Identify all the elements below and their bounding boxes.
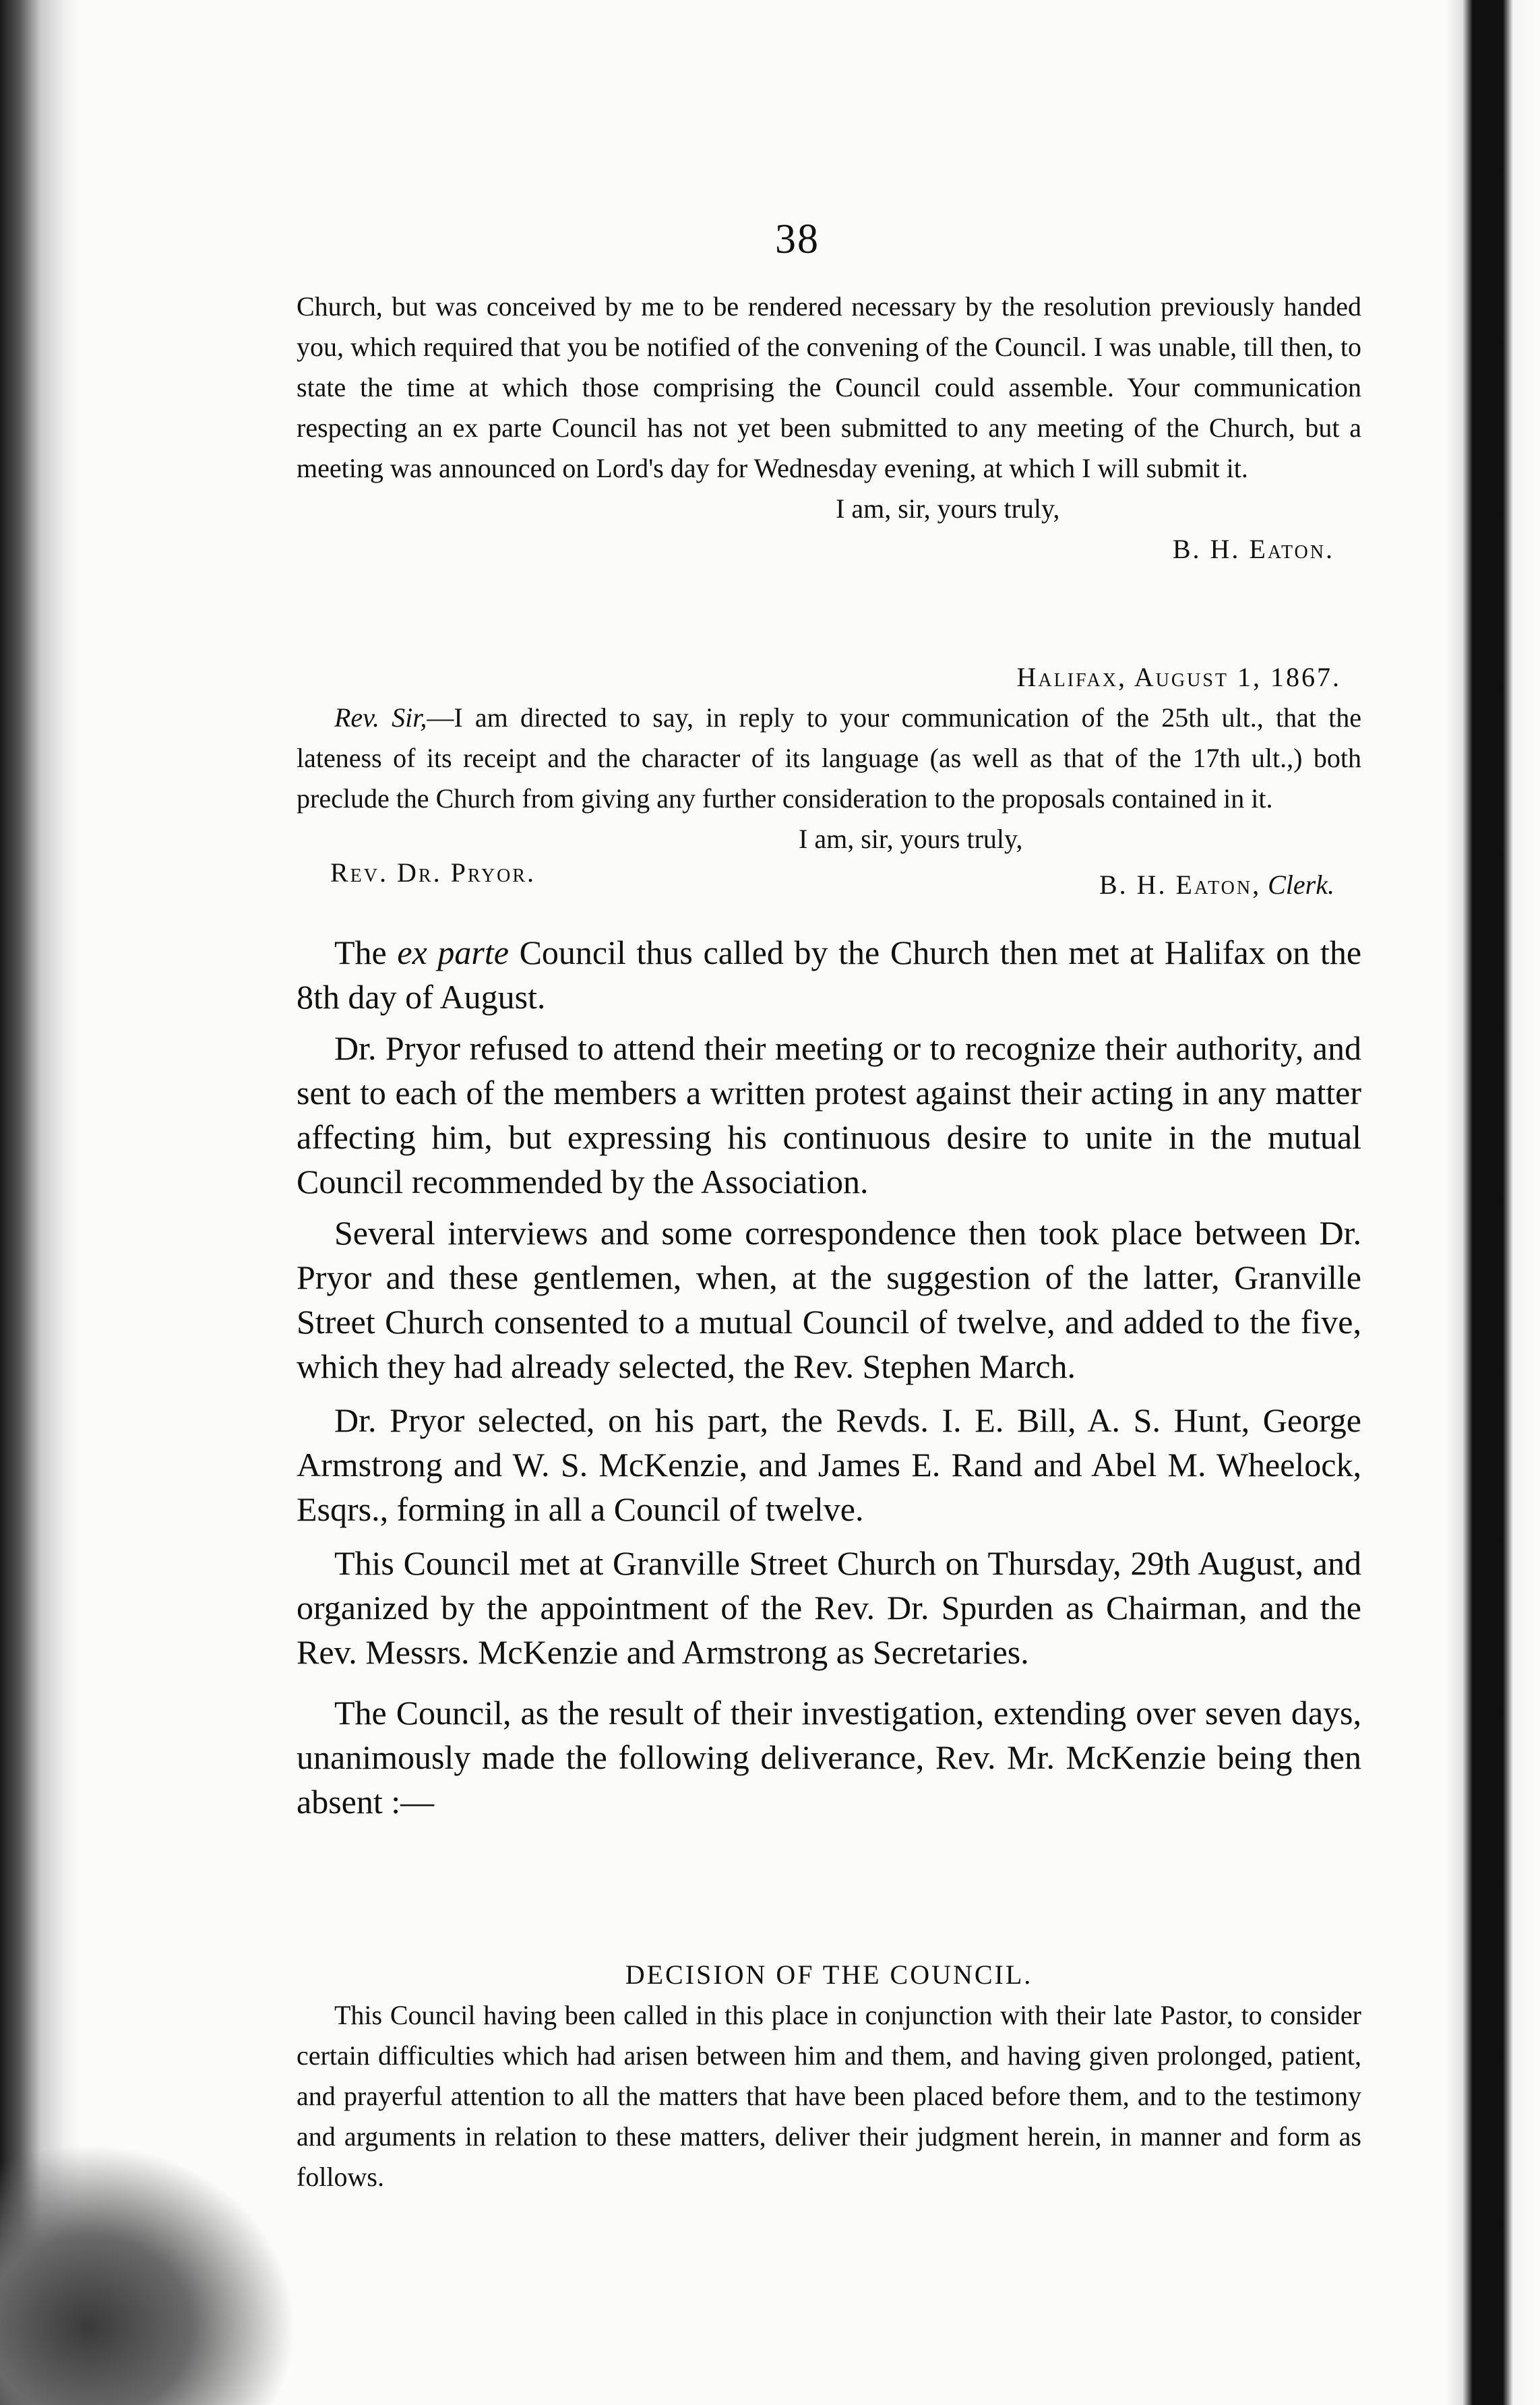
p1-start: The	[334, 934, 387, 971]
signature-row	[297, 859, 1361, 904]
page-number: 38	[775, 216, 820, 262]
signature-title: Clerk.	[1268, 870, 1334, 900]
second-letter-closing: I am, sir, yours truly,	[799, 824, 1023, 854]
p1-end: Council thus called by the Church then met at Halifax on the 8th day of August.	[297, 934, 1362, 1016]
letter-closing: I am, sir, yours truly,	[836, 493, 1060, 524]
letter-body: Church, but was conceived by me to be rendered necessary by the resolution previously handed you, which required that you be notified of the convening of the Council. I was unable, till then, to state the time at which those comprising the Council could assemble. Your communication respecting an ex parte Council has not yet been submitted to any meeting of the Church, but a meeting was announced on Lord's day for Wednesday evening, at which I will submit it.	[297, 291, 1361, 483]
addressee: Rev. Dr. Pryor.	[330, 857, 536, 888]
second-signature	[1099, 865, 1334, 905]
letter-continuation	[297, 286, 1361, 570]
second-letter-body	[297, 698, 1361, 819]
decision-body: This Council having been called in this place in conjunction with their late Pastor, to consider certain difficulties which had arisen between him and them, and having given prolonged, patient, and prayerful attention to all the matters that have been placed before them, and to the testimony and arguments in relation to these matters, deliver their judgment herein, in manner and form as follows.	[297, 2000, 1361, 2192]
signature-name: B. H. Eaton,	[1099, 870, 1262, 900]
letter-signature: B. H. Eaton.	[1172, 534, 1334, 564]
salutation: Rev. Sir,	[334, 702, 427, 733]
second-letter-text: —I am directed to say, in reply to your communication of the 25th ult., that the lateness of its receipt and the character of its language (as well as that of the 17th ult.,) both preclude the Church from giving any further consideration to the proposals contained in it.	[297, 702, 1361, 814]
decision-heading: DECISION OF THE COUNCIL.	[625, 1959, 1033, 1990]
paragraph-2: Dr. Pryor refused to attend their meeting or to recognize their authority, and sent to each of the members a written protest against their acting in any matter affecting him, but expressing his continuous desire to unite in the mutual Council recommended by the Association.	[297, 1029, 1361, 1200]
decision-section	[297, 1955, 1361, 2197]
paragraph-5: This Council met at Granville Street Church on Thursday, 29th August, and organized by the appointment of the Rev. Dr. Spurden as Chairman, and the Rev. Messrs. McKenzie and Armstrong as Secretaries.	[297, 1544, 1361, 1671]
second-letter	[297, 657, 1361, 904]
p1-italic: ex parte	[397, 934, 509, 971]
paragraph-4: Dr. Pryor selected, on his part, the Revds. I. E. Bill, A. S. Hunt, George Armstrong and W. S. McKenzie, and James E. Rand and Abel M. Wheelock, Esqrs., forming in all a Council of twelve.	[297, 1401, 1361, 1528]
paragraph-1	[297, 930, 1361, 1019]
paragraph-6: The Council, as the result of their investigation, extending over seven days, unanimously made the following deliverance, Rev. Mr. McKenzie being then absent :—	[297, 1694, 1361, 1821]
paragraph-3: Several interviews and some correspondence then took place between Dr. Pryor and these gentlemen, when, at the suggestion of the latter, Granville Street Church consented to a mutual Council of twelve, and added to the five, which they had already selected, the Rev. Stephen March.	[297, 1214, 1361, 1385]
narrative	[297, 930, 1361, 1824]
scan-shadow	[0, 2143, 297, 2405]
page-edge-shadow	[1446, 0, 1540, 2405]
dateline: Halifax, August 1, 1867.	[1016, 662, 1341, 692]
book-binding-edge	[0, 0, 81, 2405]
